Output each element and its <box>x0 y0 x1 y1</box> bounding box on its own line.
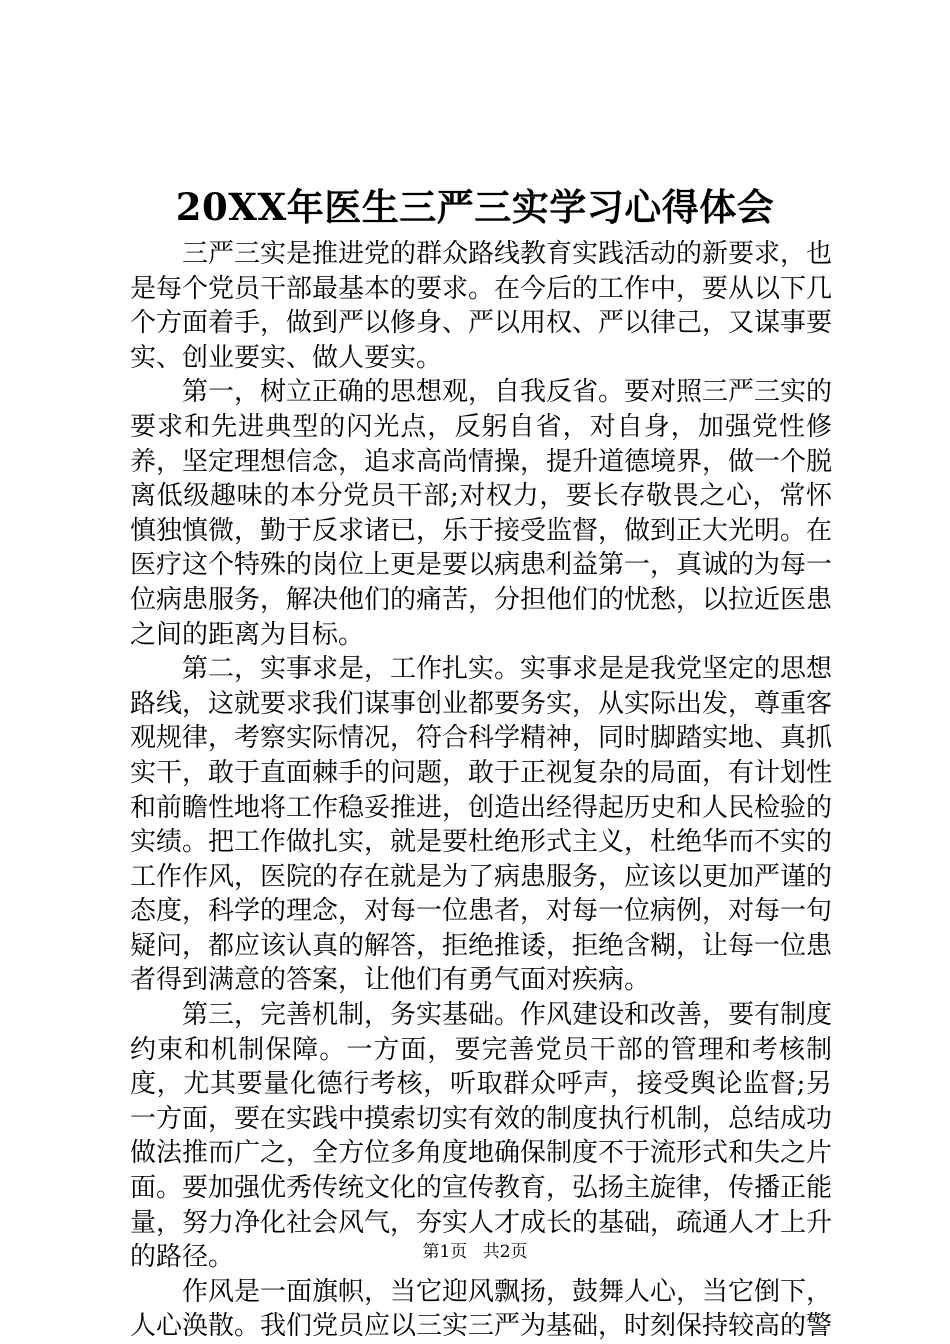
total-pages: 共2页 <box>482 1242 528 1262</box>
paragraph-intro: 三严三实是推进党的群众路线教育实践活动的新要求，也是每个党员干部最基本的要求。在今后的工作中，要从以下几个方面着手，做到严以修身、严以用权、严以律己，又谋事要实、创业要实、做人要实。 <box>130 239 833 373</box>
document-body <box>130 237 832 1344</box>
page-number: 第1页 <box>422 1242 468 1262</box>
paragraph-first-point: 第一，树立正确的思想观，自我反省。要对照三严三实的要求和先进典型的闪光点，反躬自省，对自身，加强党性修养，坚定理想信念，追求高尚情操，提升道德境界，做一个脱离低级趣味的本分党员干部;对权力，要长存敬畏之心，常怀慎独慎微，勤于反求诸已，乐于接受监督，做到正大光明。在医疗这个特殊的岗位上更是要以病患利益第一，真诚的为每一位病患服务，解决他们的痛苦，分担他们的忧愁，以拉近医患之间的距离为目标。 <box>130 377 833 650</box>
document-title: 20XX年医生三严三实学习心得体会 <box>175 185 775 229</box>
paragraph-third-point: 第三，完善机制，务实基础。作风建设和改善，要有制度约束和机制保障。一方面，要完善党员干部的管理和考核制度，尤其要量化德行考核，听取群众呼声，接受舆论监督;另一方面，要在实践中摸索切实有效的制度执行机制，总结成功做法推而广之，全方位多角度地确保制度不于流形式和失之片面。要加强优秀传统文化的宣传教育，弘扬主旋律，传播正能量，努力净化社会风气，夯实人才成长的基础，疏通人才上升的路径。 <box>130 1000 833 1273</box>
page-footer <box>0 1240 950 1264</box>
paragraph-second-point: 第二，实事求是，工作扎实。实事求是是我党坚定的思想路线，这就要求我们谋事创业都要务实，从实际出发，尊重客观规律，考察实际情况，符合科学精神，同时脚踏实地、真抓实干，敢于直面棘手的问题，敢于正视复杂的局面，有计划性和前瞻性地将工作稳妥推进，创造出经得起历史和人民检验的实绩。把工作做扎实，就是要杜绝形式主义，杜绝华而不实的工作作风，医院的存在就是为了病患服务，应该以更加严谨的态度，科学的理念，对每一位患者，对每一位病例，对每一句疑问，都应该认真的解答，拒绝推诿，拒绝含糊，让每一位患者得到满意的答案，让他们有勇气面对疾病。 <box>130 654 833 996</box>
paragraph-conclusion: 作风是一面旗帜，当它迎风飘扬，鼓舞人心，当它倒下，人心涣散。我们党员应以三实三严为基础，时刻保持较高的警 <box>130 1276 833 1342</box>
